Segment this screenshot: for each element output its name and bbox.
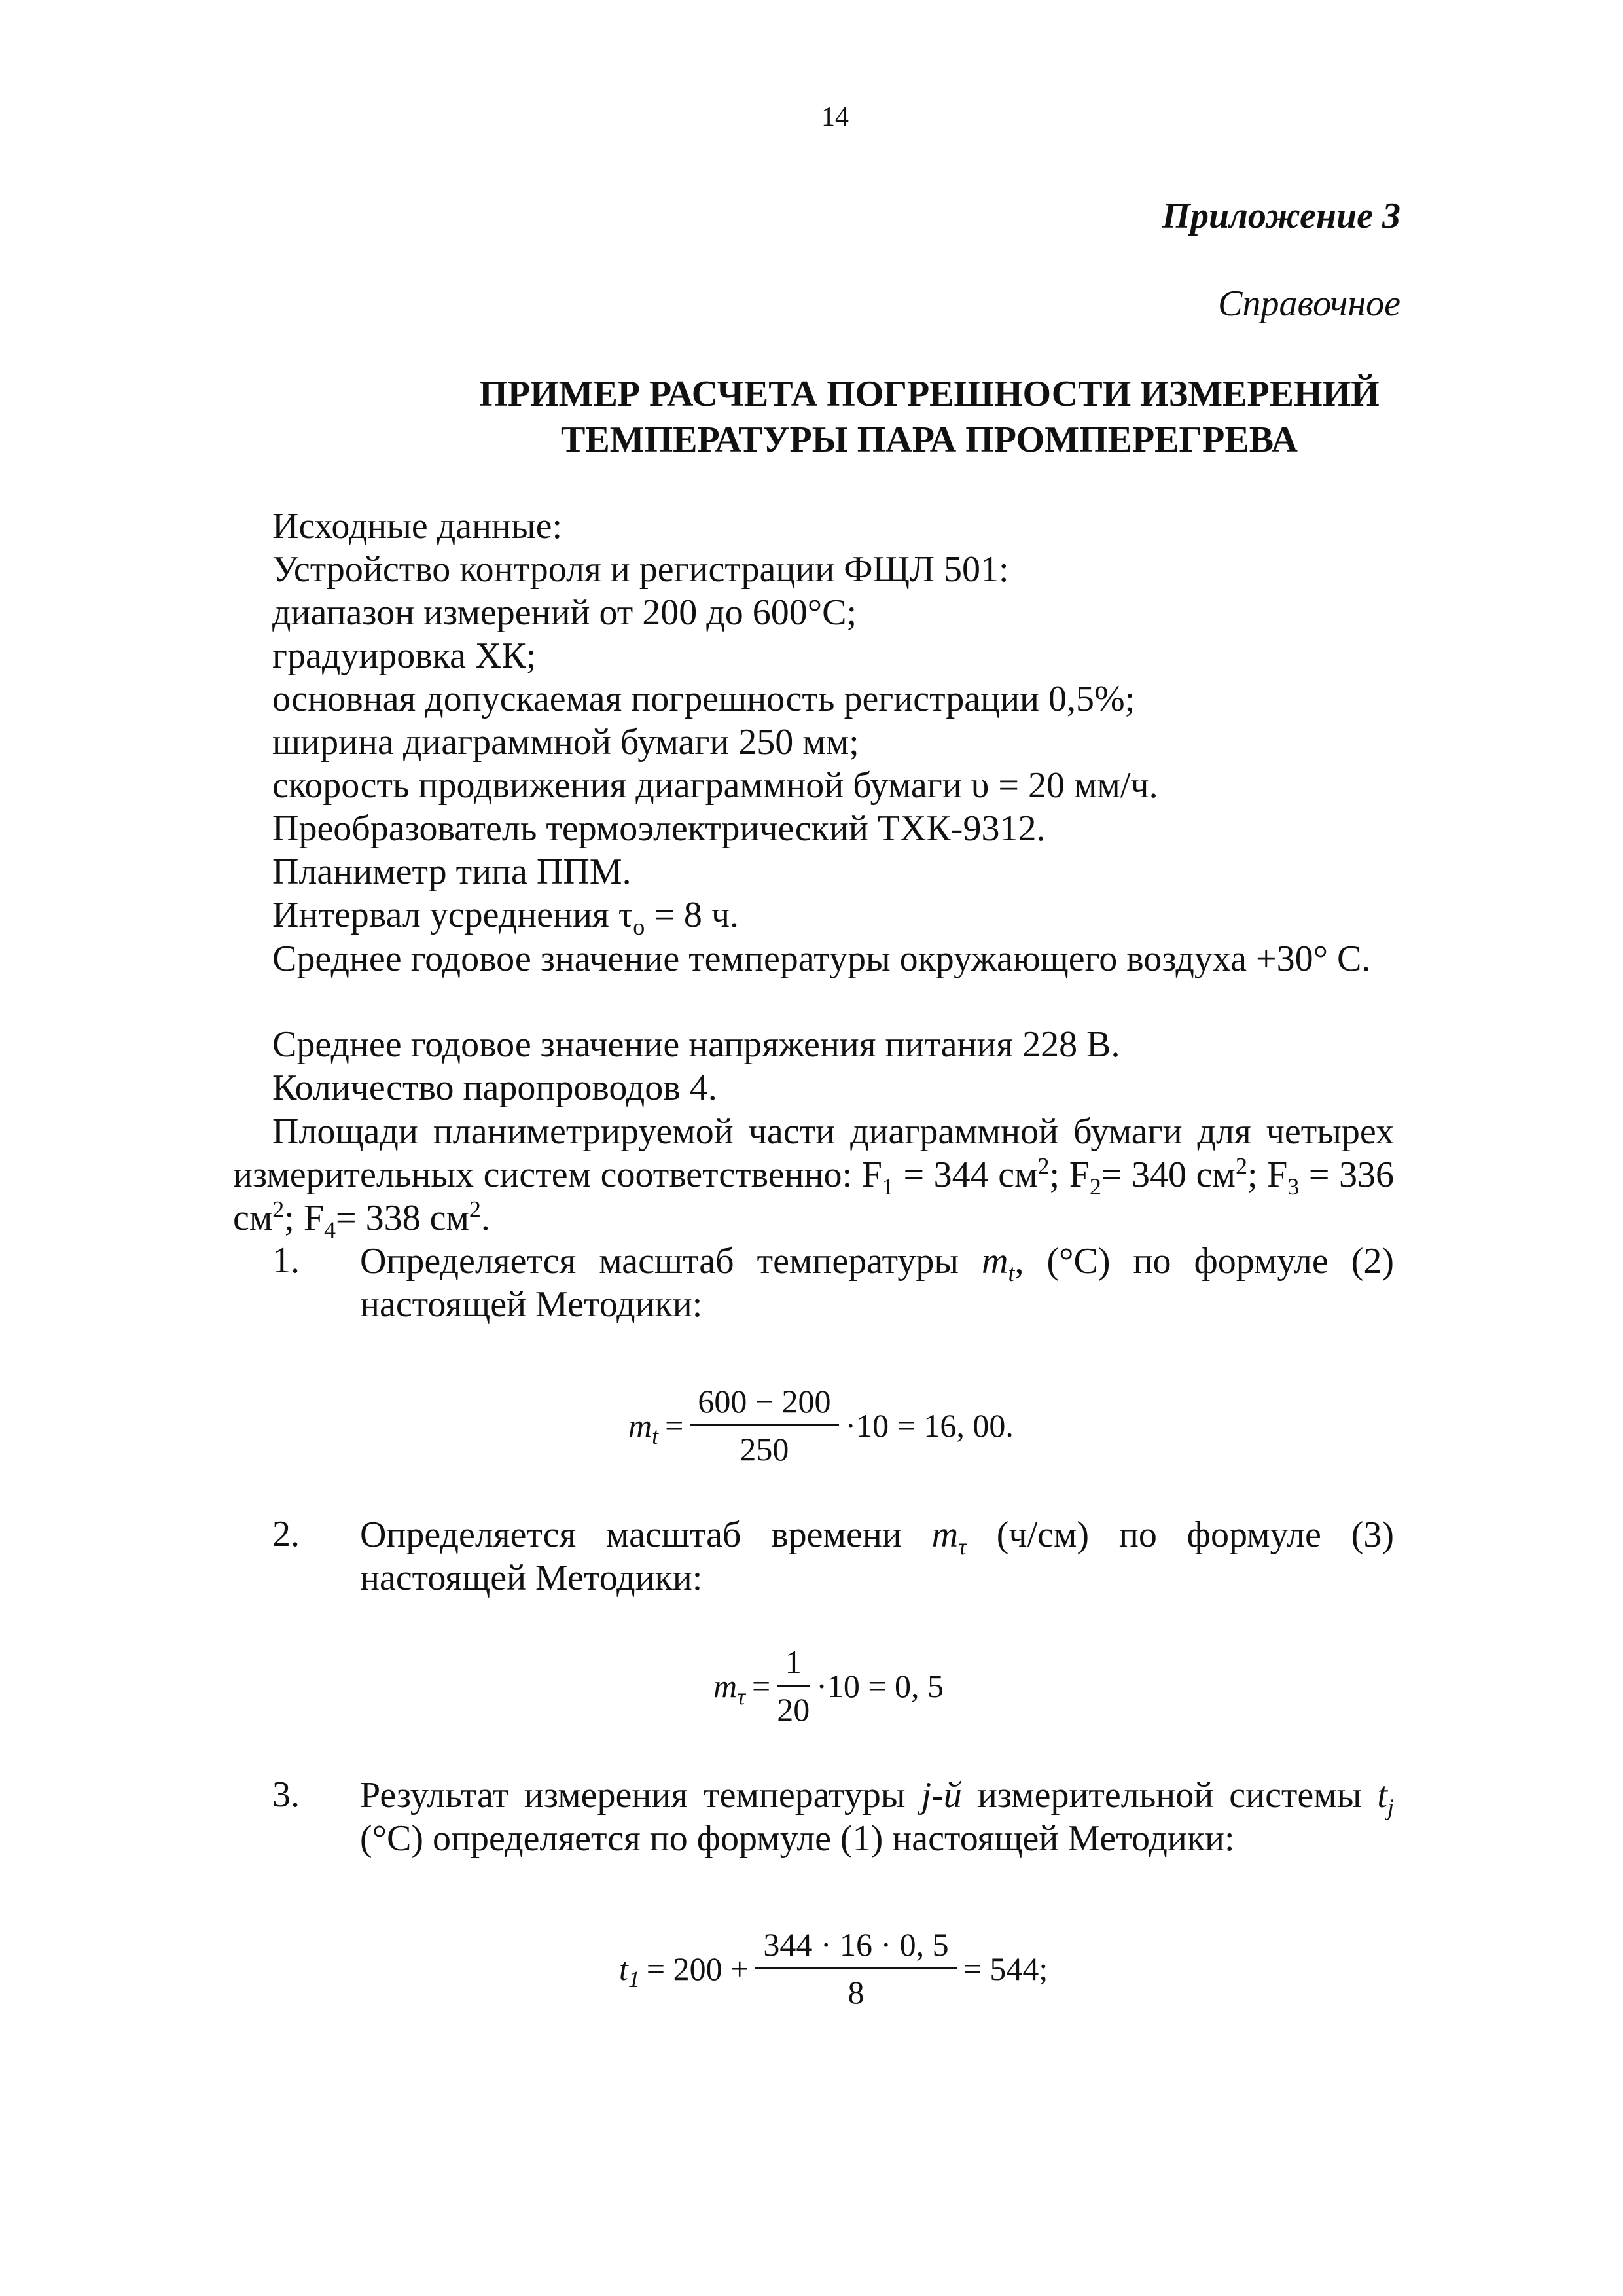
air-temperature-paragraph: Среднее годовое значение температуры окружающего воздуха +30° С. xyxy=(272,939,1371,979)
converter-line: Преобразователь термоэлектрический ТХК-9312. xyxy=(272,808,1046,849)
step-1-text-before: Определяется масштаб температуры xyxy=(360,1241,982,1282)
calibration-line: градуировка ХК; xyxy=(272,636,537,676)
step-1-text xyxy=(360,1240,1394,1326)
f1-value: = 344 см xyxy=(893,1155,1038,1195)
step-3-number: 3. xyxy=(272,1774,300,1815)
formula-t1-numerator: 344 · 16 · 0, 5 xyxy=(755,1926,956,1969)
error-line: основная допускаемая погрешность регистрации 0,5%; xyxy=(272,679,1135,719)
step-3-symbol-2-sub: j xyxy=(1387,1794,1394,1821)
step-1-symbol-sub: t xyxy=(1008,1260,1015,1287)
formula-mtau-tail: ·10 = 0, 5 xyxy=(816,1667,944,1704)
formula-mt xyxy=(628,1382,1014,1468)
step-3-symbol: j-й xyxy=(921,1775,962,1816)
step-1-symbol: m xyxy=(981,1241,1008,1282)
f3-value: = 336 см xyxy=(233,1155,1395,1238)
formula-mt-lhs-sub: t xyxy=(652,1422,659,1449)
f2-value: = 340 см xyxy=(1101,1155,1236,1195)
range-line: диапазон измерений от 200 до 600°С; xyxy=(272,592,857,633)
formula-mt-fraction xyxy=(690,1382,838,1468)
formula-t1-lhs-sub: 1 xyxy=(628,1965,640,1992)
step-3-text-before: Результат измерения температуры xyxy=(360,1775,921,1816)
formula-mt-equals: = xyxy=(665,1407,684,1444)
formula-t1-lhs: t xyxy=(619,1950,628,1987)
formula-t1-denominator: 8 xyxy=(847,1974,865,2011)
formula-mtau-numerator: 1 xyxy=(777,1643,810,1687)
step-2-symbol-sub: τ xyxy=(958,1534,967,1560)
pipelines-line: Количество паропроводов 4. xyxy=(272,1067,717,1108)
step-2-number: 2. xyxy=(272,1514,300,1554)
appendix-label: Приложение 3 xyxy=(1162,196,1400,236)
reference-label: Справочное xyxy=(1218,283,1400,324)
formula-t1-tail: = 544; xyxy=(963,1950,1048,1987)
formula-mt-denominator: 250 xyxy=(740,1431,789,1467)
voltage-line: Среднее годовое значение напряжения питания 228 В. xyxy=(272,1024,1120,1065)
step-3-text-after: (°С) определяется по формуле (1) настоящей Методики: xyxy=(360,1818,1235,1859)
formula-mtau-denominator: 20 xyxy=(777,1691,810,1728)
step-2-text-before: Определяется масштаб времени xyxy=(360,1515,932,1555)
formula-mt-tail: ·10 = 16, 00. xyxy=(845,1407,1014,1444)
page-number: 14 xyxy=(821,102,849,132)
step-3-text xyxy=(360,1774,1394,1860)
areas-text: Площади планиметрируемой части диаграммной бумаги для четырех измерительных систем соответственно: xyxy=(233,1111,1394,1195)
formula-t1-equals: = 200 + xyxy=(646,1950,749,1987)
step-3-text-mid: измерительной системы xyxy=(961,1775,1378,1816)
interval-subscript: о xyxy=(633,914,645,941)
step-1-text-after: , (°С) по формуле (2) настоящей Методики: xyxy=(360,1241,1395,1325)
document-title-line-1: ПРИМЕР РАСЧЕТА ПОГРЕШНОСТИ ИЗМЕРЕНИЙ xyxy=(479,374,1380,414)
paper-width-line: ширина диаграммной бумаги 250 мм; xyxy=(272,722,859,762)
step-2-text-after: (ч/см) по формуле (3) настоящей Методики: xyxy=(360,1515,1395,1598)
step-1-number: 1. xyxy=(272,1240,300,1281)
areas-paragraph: Площади планиметрируемой части диаграммной бумаги для четырех измерительных систем соответственно: $F_1 = 344$ $см^2$; $F_2= 340$ $см^2$; $F_3 = 336$ $см^2$; $F_4= 338$ $см^2$. xyxy=(233,1111,1395,1244)
input-data-heading: Исходные данные: xyxy=(272,506,563,547)
formula-mtau-equals: = xyxy=(752,1667,771,1704)
interval-suffix: = 8 ч. xyxy=(645,895,739,935)
formula-mt-lhs: m xyxy=(628,1407,652,1444)
document-title-line-2: ТЕМПЕРАТУРЫ ПАРА ПРОМПЕРЕГРЕВА xyxy=(561,420,1298,460)
step-2-text xyxy=(360,1513,1394,1600)
interval-prefix: Интервал усреднения τ xyxy=(272,895,633,935)
formula-mtau-fraction xyxy=(777,1643,810,1729)
formula-mtau-lhs-sub: τ xyxy=(737,1683,745,1710)
interval-line xyxy=(272,894,739,941)
formula-mt-numerator: 600 − 200 xyxy=(690,1382,838,1426)
formula-t1-fraction xyxy=(755,1926,956,2011)
step-2-symbol: m xyxy=(931,1515,959,1555)
step-3-symbol-2: t xyxy=(1377,1775,1387,1816)
formula-mtau xyxy=(713,1643,944,1729)
planimeter-line: Планиметр типа ППМ. xyxy=(272,852,632,892)
formula-mtau-lhs: m xyxy=(713,1667,738,1704)
formula-t1 xyxy=(619,1926,1048,2011)
speed-line: скорость продвижения диаграммной бумаги υ = 20 мм/ч. xyxy=(272,765,1158,806)
f4-value: = 338 см xyxy=(336,1198,469,1238)
device-line: Устройство контроля и регистрации ФЩЛ 501: xyxy=(272,549,1009,590)
